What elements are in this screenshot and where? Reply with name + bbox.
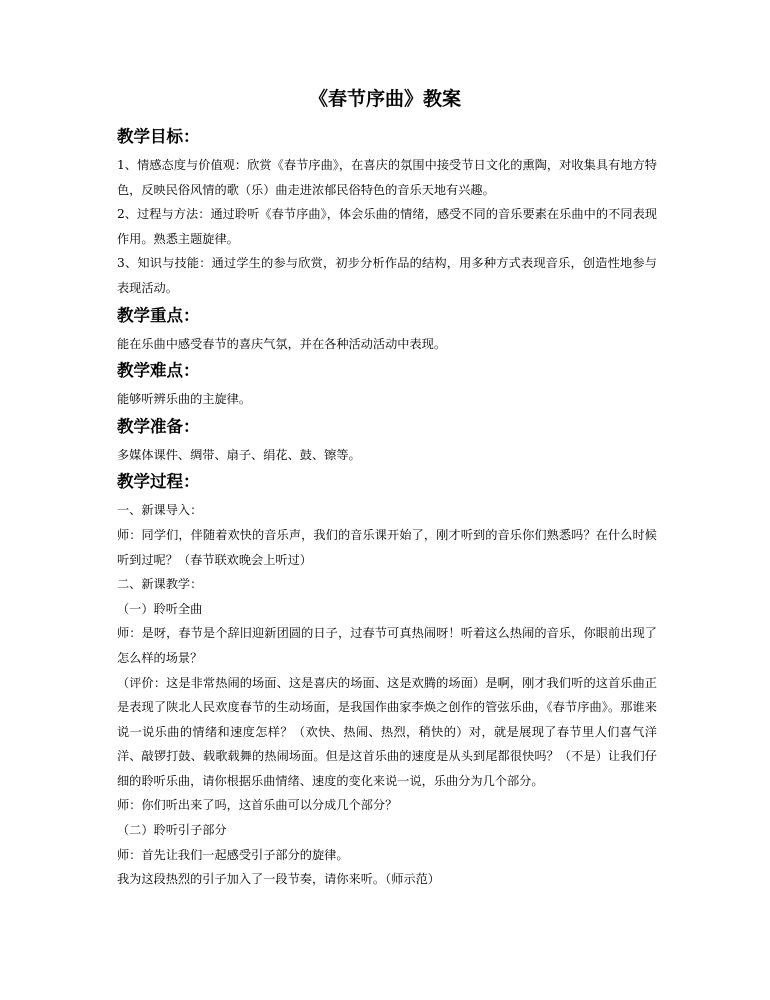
section-heading-preparation: 教学准备： (117, 416, 200, 436)
paragraph: （一）聆听全曲 (117, 601, 203, 616)
section-heading-objectives: 教学目标： (117, 127, 200, 146)
paragraph: 多媒体课件、绸带、扇子、绢花、鼓、镲等。 (117, 447, 361, 462)
paragraph: 二、新课教学： (117, 577, 203, 592)
paragraph: 能够听辨乐曲的主旋律。 (117, 392, 252, 407)
paragraph: 我为这段热烈的引子加入了一段节奏，请你来听。（师示范） (117, 872, 440, 887)
page-title: 《春节序曲》教案 (308, 88, 461, 110)
paragraph: 一、新课导入： (117, 503, 203, 518)
paragraph: 师：是呀，春节是个辞旧迎新团圆的日子，过春节可真热闹呀！听着这么热闹的音乐，你眼前出现了怎么样的场景？ (117, 626, 657, 665)
document-body (117, 122, 657, 892)
paragraph: （二）聆听引子部分 (117, 823, 227, 838)
paragraph: 师：同学们，伴随着欢快的音乐声，我们的音乐课开始了，刚才听到的音乐你们熟悉吗？在什么时候听到过呢？（春节联欢晚会上听过） (117, 527, 657, 567)
section-heading-process: 教学过程： (117, 472, 200, 492)
paragraph: 能在乐曲中感受春节的喜庆气氛，并在各种活动活动中表现。 (117, 336, 447, 351)
paragraph: 师：你们听出来了吗，这首乐曲可以分成几个部分？ (117, 798, 398, 813)
paragraph: （评价：这是非常热闹的场面、这是喜庆的场面、这是欢腾的场面）是啊，刚才我们听的这首乐曲正是表现了陕北人民欢度春节的生动场面，是我国作曲家李焕之创作的管弦乐曲，《春节序曲》。那谁来说一说乐曲的情绪和速度怎样？（欢快、热闹、热烈，稍快的）对，就是展现了春节里人们喜气洋洋、敲锣打鼓、载歌载舞的热闹场面。但是这首乐曲的速度是从头到尾都很快吗？（不是）让我们仔细的聆听乐曲，请你根据乐曲情绪、速度的变化来说一说，乐曲分为几个部分。 (117, 675, 657, 788)
paragraph: 3、知识与技能：通过学生的参与欣赏，初步分析作品的结构，用多种方式表现音乐，创造性地参与表现活动。 (117, 256, 657, 295)
paragraph: 师：首先让我们一起感受引子部分的旋律。 (117, 847, 349, 862)
paragraph: 1、情感态度与价值观：欣赏《春节序曲》，在喜庆的氛围中接受节日文化的熏陶，对收集具有地方特色，反映民俗风情的歌（乐）曲走进浓郁民俗特色的音乐天地有兴趣。 (117, 158, 657, 197)
paragraph: 2、过程与方法：通过聆听《春节序曲》，体会乐曲的情绪，感受不同的音乐要素在乐曲中的不同表现作用。熟悉主题旋律。 (117, 207, 657, 246)
section-heading-key-points: 教学重点： (117, 305, 200, 325)
section-heading-difficulties: 教学难点： (117, 361, 200, 381)
